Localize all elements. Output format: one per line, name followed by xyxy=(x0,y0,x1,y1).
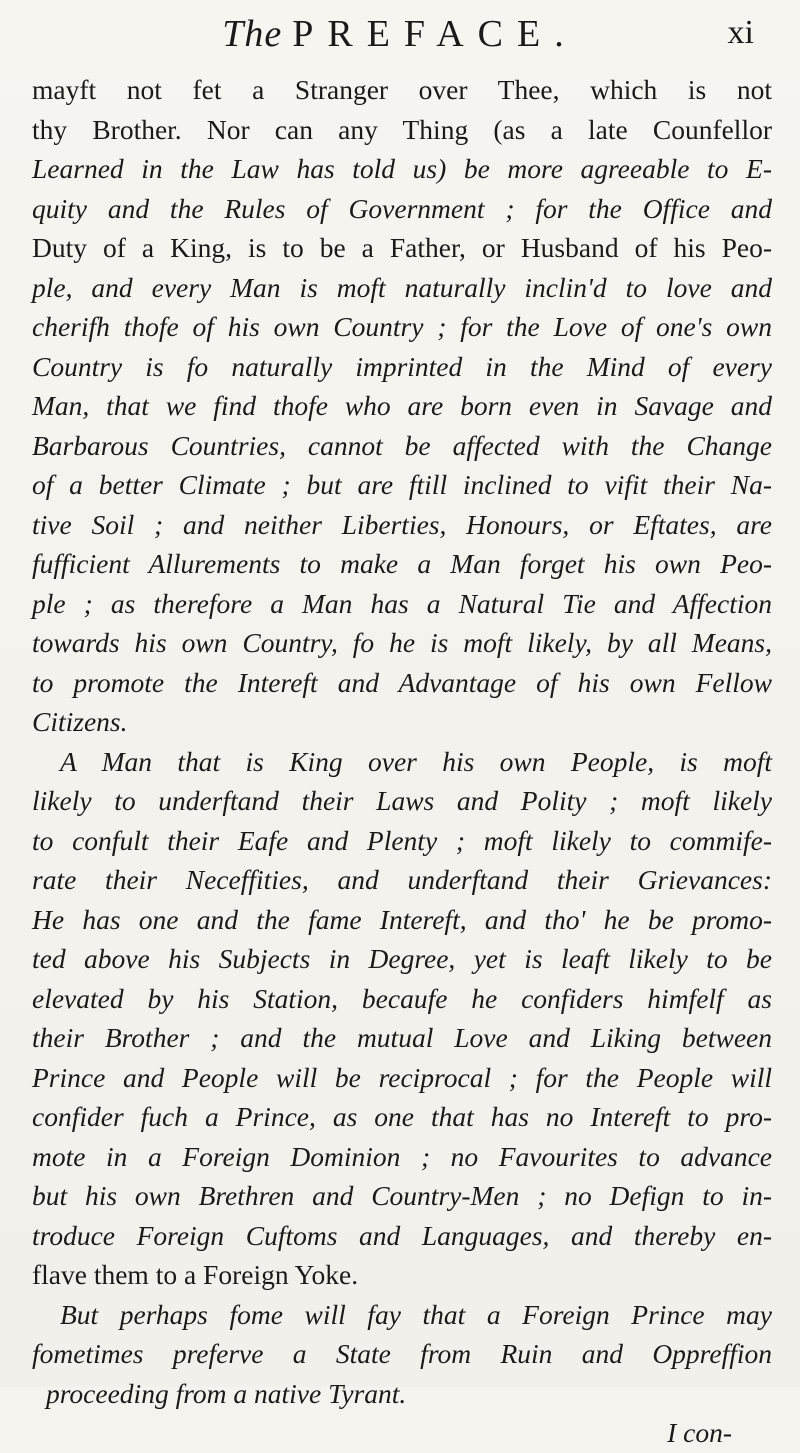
text-line: their Brother ; and the mutual Love and Liking between xyxy=(32,1022,772,1053)
text-line: elevated by his Station, becaufe he confiders himfelf as xyxy=(32,982,772,1014)
text-line: Country is fo naturally imprinted in the Mind of every xyxy=(32,350,772,382)
text-line: mayft not fet a Stranger over Thee, which is not xyxy=(32,74,772,105)
text-line: fufficient Allurements to make a Man forget his own Peo- xyxy=(32,548,772,579)
text-line: thy Brother. Nor can any Thing (as a late Counfellor xyxy=(32,113,772,145)
running-header xyxy=(0,12,800,58)
text-line: proceeding from a native Tyrant. xyxy=(46,1377,407,1409)
text-line: ted above his Subjects in Degree, yet is leaft likely to be xyxy=(32,943,772,974)
text-line: Citizens. xyxy=(32,706,128,737)
text-line: mote in a Foreign Dominion ; no Favourites to advance xyxy=(32,1140,772,1172)
text-line: to promote the Intereft and Advantage of his own Fellow xyxy=(32,666,772,698)
catchword: I con- xyxy=(667,1417,732,1448)
text-line: quity and the Rules of Government ; for the Office and xyxy=(32,192,772,224)
text-line: to confult their Eafe and Plenty ; moft likely to commife- xyxy=(32,824,772,856)
text-line: of a better Climate ; but are ftill inclined to vifit their Na- xyxy=(32,469,772,500)
text-line: rate their Neceffities, and underftand their Grievances: xyxy=(32,864,772,895)
text-line: A Man that is King over his own People, is moft xyxy=(60,745,772,777)
text-line: likely to underftand their Laws and Polity ; moft likely xyxy=(32,785,772,816)
body-text xyxy=(32,70,772,1453)
text-line: Prince and People will be reciprocal ; for the People will xyxy=(32,1061,772,1093)
text-line: towards his own Country, fo he is moft likely, by all Means, xyxy=(32,627,772,658)
text-line: ple, and every Man is moft naturally inclin'd to love and xyxy=(32,271,772,303)
page-number: xi xyxy=(727,14,754,51)
text-line: tive Soil ; and neither Liberties, Honours, or Eftates, are xyxy=(32,508,772,540)
text-line: fometimes preferve a State from Ruin and Oppreffion xyxy=(32,1338,772,1369)
text-line: cherifh thofe of his own Country ; for the Love of one's own xyxy=(32,311,772,342)
text-line: troduce Foreign Cuftoms and Languages, and thereby en- xyxy=(32,1219,772,1251)
text-line: confider fuch a Prince, as one that has no Intereft to pro- xyxy=(32,1101,772,1132)
running-title-the: The xyxy=(222,13,283,55)
text-line: Barbarous Countries, cannot be affected with the Change xyxy=(32,429,772,461)
text-line: Duty of a King, is to be a Father, or Husband of his Peo- xyxy=(32,232,772,263)
running-title xyxy=(0,12,800,56)
text-line: ple ; as therefore a Man has a Natural Tie and Affection xyxy=(32,587,772,619)
text-line: But perhaps fome will fay that a Foreign Prince may xyxy=(60,1298,772,1330)
text-line: flave them to a Foreign Yoke. xyxy=(32,1259,359,1290)
running-title-preface: PREFACE. xyxy=(292,13,578,55)
text-line: but his own Brethren and Country-Men ; no Defign to in- xyxy=(32,1180,772,1211)
text-line: Man, that we find thofe who are born even in Savage and xyxy=(32,390,772,421)
text-line: He has one and the fame Intereft, and tho' he be promo- xyxy=(32,903,772,935)
text-line: Learned in the Law has told us) be more agreeable to E- xyxy=(32,153,772,184)
